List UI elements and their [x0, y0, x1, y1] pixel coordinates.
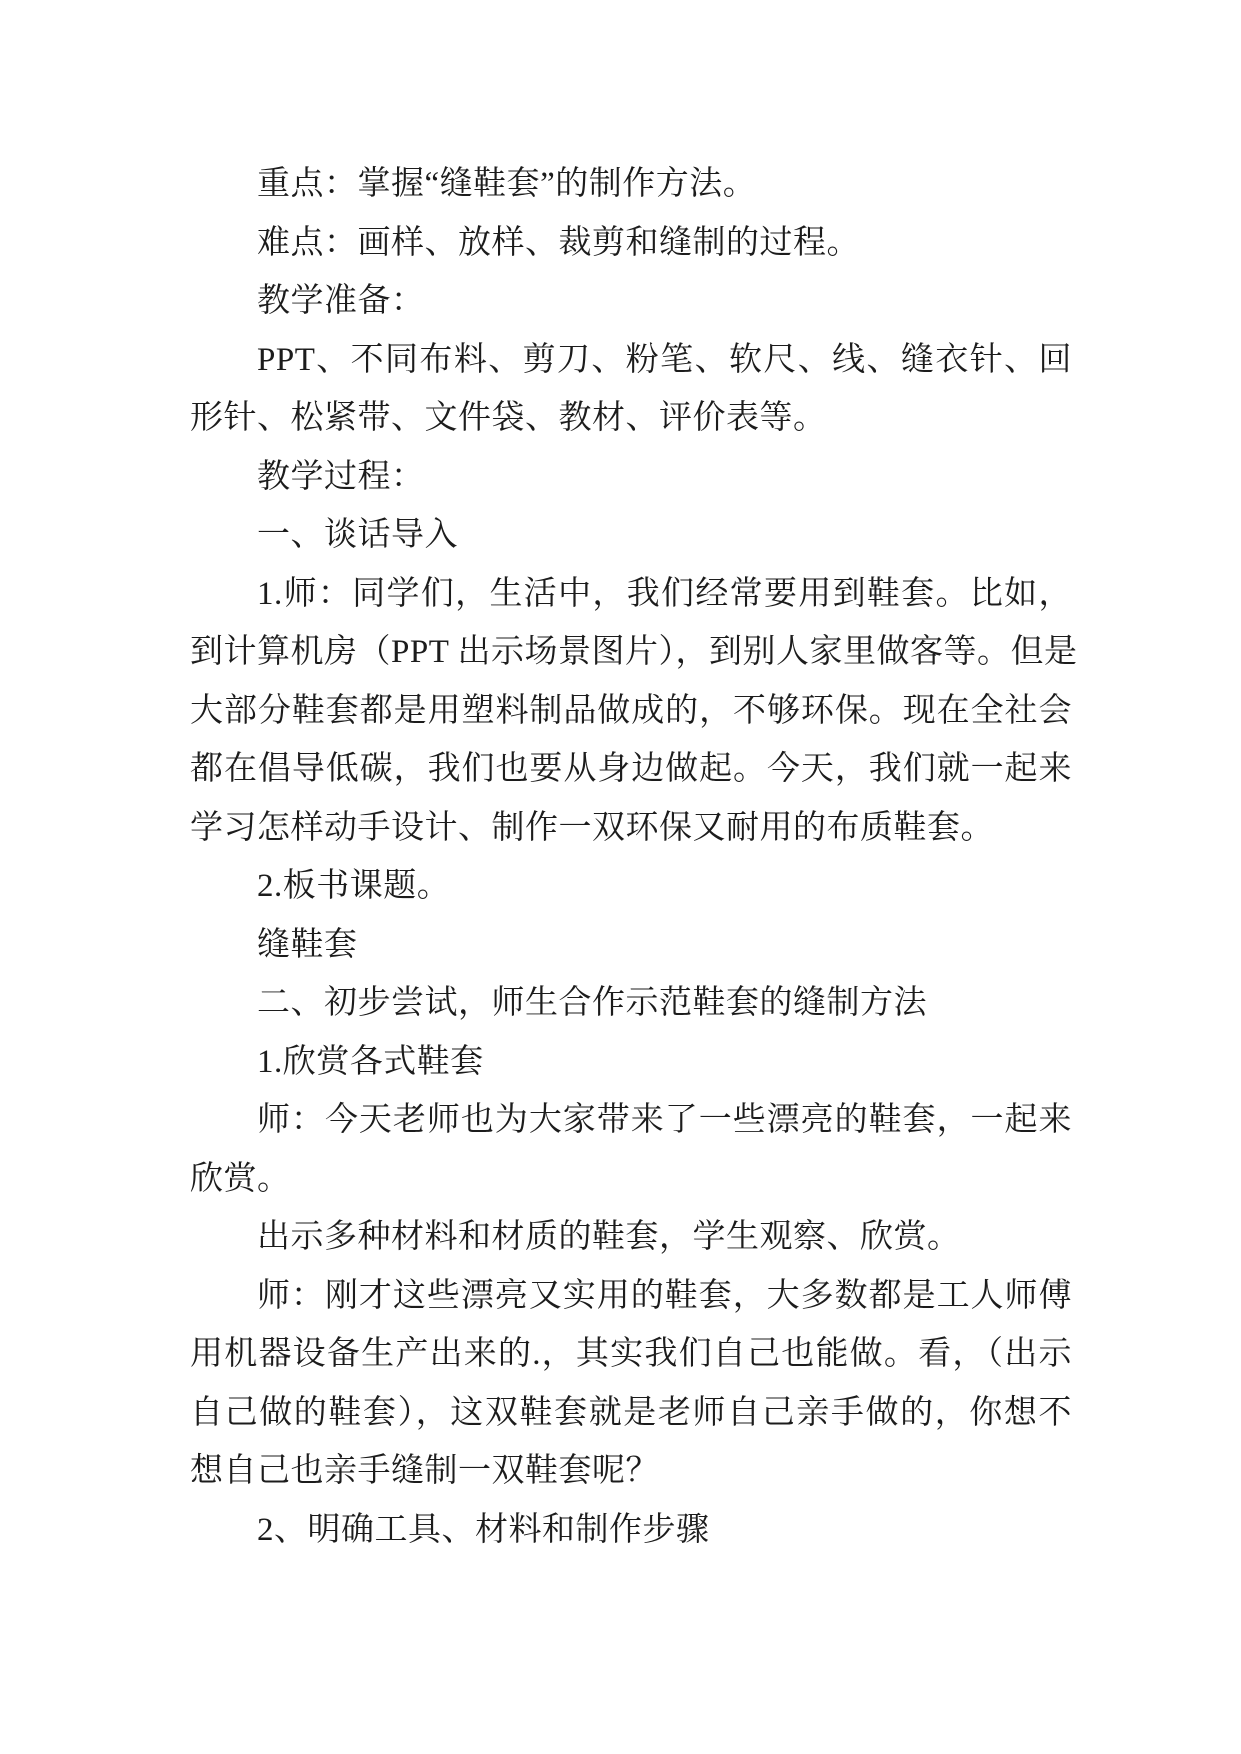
text-line: 到计算机房（PPT 出示场景图片），到别人家里做客等。但是	[190, 634, 1078, 670]
text-line: 教学过程：	[257, 458, 425, 495]
text-line: 出示多种材料和材质的鞋套，学生观察、欣赏。	[257, 1219, 961, 1255]
text-line: 2.板书课题。	[257, 868, 451, 904]
text-line: PPT、不同布料、剪刀、粉笔、软尺、线、缝衣针、回	[257, 341, 1072, 378]
text-line: 2、明确工具、材料和制作步骤	[257, 1511, 710, 1548]
text-line: 都在倡导低碳，我们也要从身边做起。今天，我们就一起来	[190, 751, 1072, 787]
text-line: 难点：画样、放样、裁剪和缝制的过程。	[257, 224, 860, 261]
text-line: 大部分鞋套都是用塑料制品做成的，不够环保。现在全社会	[190, 692, 1072, 729]
text-line: 自己做的鞋套），这双鞋套就是老师自己亲手做的，你想不	[190, 1394, 1072, 1431]
text-line: 欣赏。	[190, 1160, 291, 1197]
lesson-plan-text	[190, 155, 1078, 1559]
text-line: 二、初步尝试，师生合作示范鞋套的缝制方法	[257, 985, 927, 1021]
text-line: 师：今天老师也为大家带来了一些漂亮的鞋套，一起来	[257, 1102, 1072, 1138]
text-line: 重点：掌握“缝鞋套”的制作方法。	[257, 166, 757, 202]
text-line: 一、谈话导入	[257, 517, 458, 553]
text-line: 形针、松紧带、文件袋、教材、评价表等。	[190, 400, 827, 436]
text-line: 缝鞋套	[257, 926, 358, 963]
text-line: 用机器设备生产出来的.，其实我们自己也能做。看，（出示	[190, 1336, 1072, 1372]
text-line: 想自己也亲手缝制一双鞋套呢？	[190, 1453, 659, 1489]
text-line: 师：刚才这些漂亮又实用的鞋套，大多数都是工人师傅	[257, 1277, 1072, 1314]
text-line: 1.欣赏各式鞋套	[257, 1043, 484, 1080]
text-line: 学习怎样动手设计、制作一双环保又耐用的布质鞋套。	[190, 809, 994, 846]
text-line: 1.师：同学们，生活中，我们经常要用到鞋套。比如，	[257, 575, 1072, 612]
text-line: 教学准备：	[257, 283, 425, 319]
